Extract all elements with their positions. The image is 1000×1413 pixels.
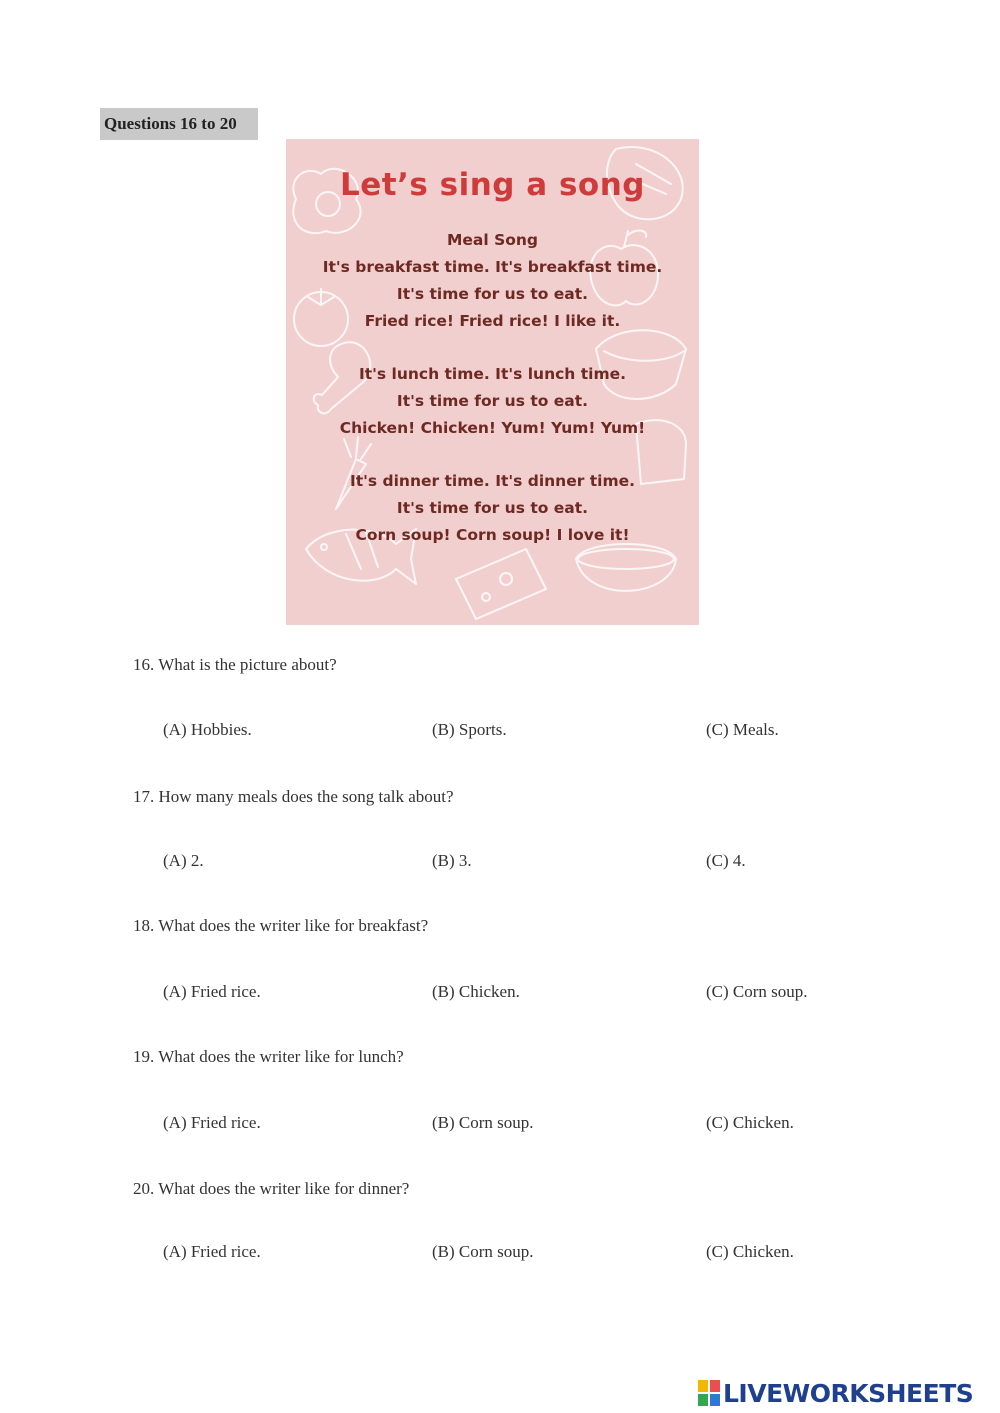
lyric-line: It's time for us to eat. <box>396 285 589 303</box>
section-label: Questions 16 to 20 <box>100 108 258 140</box>
question-18: 18. What does the writer like for breakfast? <box>133 916 429 935</box>
song-heading: Meal Song <box>446 231 539 249</box>
question-20: 20. What does the writer like for dinner? <box>133 1179 410 1198</box>
lyric-line: It's breakfast time. It's breakfast time. <box>322 258 663 276</box>
question-20-option-b[interactable]: (B) Corn soup. <box>432 1242 534 1261</box>
lyric-line: Chicken! Chicken! Yum! Yum! Yum! <box>339 419 646 437</box>
lyric-line: It's lunch time. It's lunch time. <box>358 365 627 383</box>
question-17: 17. How many meals does the song talk about? <box>133 787 454 806</box>
lyric-line: It's time for us to eat. <box>396 392 589 410</box>
lyric-line: It's dinner time. It's dinner time. <box>349 472 636 490</box>
question-18-option-b[interactable]: (B) Chicken. <box>432 982 520 1001</box>
question-19-option-c[interactable]: (C) Chicken. <box>706 1113 794 1132</box>
question-17-option-a[interactable]: (A) 2. <box>163 851 204 870</box>
question-20-option-a[interactable]: (A) Fried rice. <box>163 1242 261 1261</box>
question-17-option-c[interactable]: (C) 4. <box>706 851 746 870</box>
liveworksheets-logo-icon <box>698 1380 720 1406</box>
stanza-gap <box>286 442 699 468</box>
lyric-line: It's time for us to eat. <box>396 499 589 517</box>
lyric-line: Fried rice! Fried rice! I like it. <box>364 312 621 330</box>
question-16-option-a[interactable]: (A) Hobbies. <box>163 720 252 739</box>
question-18-option-c[interactable]: (C) Corn soup. <box>706 982 808 1001</box>
question-19-option-a[interactable]: (A) Fried rice. <box>163 1113 261 1132</box>
question-20-option-c[interactable]: (C) Chicken. <box>706 1242 794 1261</box>
question-16: 16. What is the picture about? <box>133 655 337 674</box>
liveworksheets-logo[interactable] <box>698 1378 973 1408</box>
question-18-option-a[interactable]: (A) Fried rice. <box>163 982 261 1001</box>
song-picture <box>286 139 699 625</box>
question-19-option-b[interactable]: (B) Corn soup. <box>432 1113 534 1132</box>
song-lyrics <box>286 227 699 549</box>
question-19: 19. What does the writer like for lunch? <box>133 1047 404 1066</box>
song-title: Let’s sing a song <box>340 167 645 203</box>
lyric-line: Corn soup! Corn soup! I love it! <box>355 526 630 544</box>
question-16-option-b[interactable]: (B) Sports. <box>432 720 507 739</box>
stanza-gap <box>286 335 699 361</box>
liveworksheets-logo-text: LIVEWORKSHEETS <box>723 1378 974 1408</box>
question-16-option-c[interactable]: (C) Meals. <box>706 720 779 739</box>
question-17-option-b[interactable]: (B) 3. <box>432 851 472 870</box>
